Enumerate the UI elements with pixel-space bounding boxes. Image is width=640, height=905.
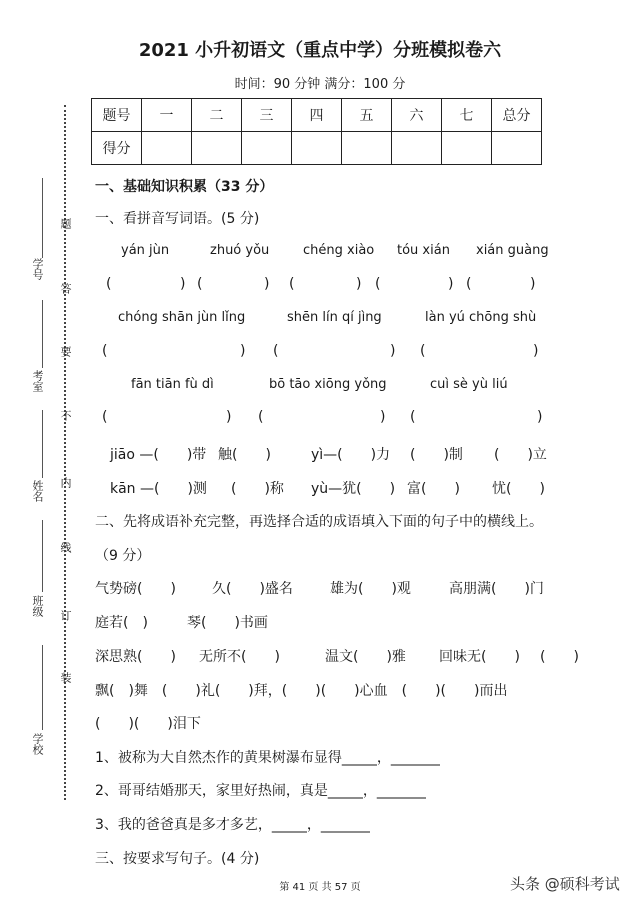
answer-bracket-open: ( (102, 409, 108, 425)
answer-bracket-close: ) (537, 409, 543, 425)
answer-bracket-open: ( (106, 276, 112, 292)
answer-bracket-close: ) (448, 276, 454, 292)
score-row-label: 得分 (92, 132, 142, 165)
fill-sentence: 2、哥哥结婚那天，家里好热闹，真是_____，_______ (95, 783, 426, 799)
answer-bracket-close: ) (264, 276, 270, 292)
field-school-label: 学校 (31, 733, 44, 755)
field-student-id-label: 学号 (31, 258, 44, 280)
pinyin-item: chóng shān jùn lǐng (118, 310, 246, 325)
answer-bracket-open: ( (273, 343, 279, 359)
homophone-item: yì—( )力 (311, 447, 391, 463)
homophone-item: ( )立 (494, 447, 547, 463)
field-exam-room-label: 考室 (31, 370, 44, 392)
score-cell[interactable] (442, 132, 492, 165)
idiom-item: 久( )盛名 (212, 581, 293, 597)
pinyin-item: tóu xián (397, 243, 450, 258)
page-title: 2021 小升初语文（重点中学）分班模拟卷六 (138, 40, 502, 61)
field-name-line[interactable] (42, 410, 43, 478)
binding-char: 装 (59, 672, 72, 683)
idiom-item: 回味无( ) (439, 649, 520, 665)
idiom-item: ( ) (540, 649, 579, 665)
answer-bracket-open: ( (258, 409, 264, 425)
idiom-item: 温文( )雅 (325, 649, 406, 665)
score-table-score-row (92, 132, 542, 165)
score-cell[interactable] (392, 132, 442, 165)
answer-bracket-open: ( (375, 276, 381, 292)
homophone-item: 忧( ) (492, 481, 545, 497)
idiom-line: 飘( )舞 ( )礼( )拜，( )( )心血 ( )( )而出 (95, 683, 508, 699)
answer-bracket-close: ) (530, 276, 536, 292)
answer-bracket-open: ( (289, 276, 295, 292)
watermark: 头条 @硕科考试 (510, 875, 620, 893)
field-class-label: 班级 (31, 595, 44, 617)
score-cell[interactable] (292, 132, 342, 165)
score-cell[interactable] (342, 132, 392, 165)
homophone-item: 富( ) (407, 481, 460, 497)
score-header-cell: 三 (242, 99, 292, 132)
answer-bracket-close: ) (380, 409, 386, 425)
idiom-line: ( )( )泪下 (95, 716, 201, 732)
pinyin-item: xián guàng (476, 243, 549, 258)
pinyin-item: chéng xiào (303, 243, 375, 258)
binding-char: 内 (59, 477, 72, 488)
score-header-cell: 五 (342, 99, 392, 132)
homophone-item: 触( ) (218, 447, 271, 463)
score-header-cell: 七 (442, 99, 492, 132)
question-1-title: 一、看拼音写词语。(5 分) (95, 211, 260, 227)
score-header-cell: 二 (192, 99, 242, 132)
binding-dotted-line (64, 105, 66, 800)
binding-char: 要 (59, 346, 72, 357)
answer-bracket-open: ( (466, 276, 472, 292)
pinyin-item: yán jùn (121, 243, 170, 258)
question-3-title: 三、按要求写句子。(4 分) (95, 851, 260, 867)
answer-bracket-open: ( (102, 343, 108, 359)
exam-info: 时间：90 分钟 满分：100 分 (234, 77, 406, 92)
score-header-cell: 总分 (492, 99, 542, 132)
answer-bracket-close: ) (390, 343, 396, 359)
pinyin-item: làn yú chōng shù (425, 310, 537, 325)
idiom-item: 高朋满( )门 (449, 581, 544, 597)
score-table-header-row (92, 99, 542, 132)
pinyin-item: bō tāo xiōng yǒng (269, 377, 387, 392)
field-name-label: 姓名 (31, 480, 44, 502)
score-header-cell: 六 (392, 99, 442, 132)
binding-char: 不 (59, 410, 72, 421)
pinyin-item: cuì sè yù liú (430, 377, 508, 392)
idiom-item: 雄为( )观 (330, 581, 411, 597)
binding-char: 线 (59, 542, 72, 553)
score-header-cell: 题号 (92, 99, 142, 132)
answer-bracket-close: ) (226, 409, 232, 425)
binding-char: 订 (59, 610, 72, 621)
homophone-item: ( )称 (231, 481, 284, 497)
page-footer: 第 41 页 共 57 页 (279, 882, 361, 893)
score-cell[interactable] (142, 132, 192, 165)
score-cell[interactable] (492, 132, 542, 165)
answer-bracket-close: ) (180, 276, 186, 292)
idiom-item: 深思熟( ) (95, 649, 176, 665)
score-cell[interactable] (242, 132, 292, 165)
score-table (91, 98, 542, 165)
binding-char: 答 (59, 283, 72, 294)
answer-bracket-open: ( (197, 276, 203, 292)
score-header-cell: 四 (292, 99, 342, 132)
answer-bracket-open: ( (410, 409, 416, 425)
answer-bracket-close: ) (240, 343, 246, 359)
idiom-item: 庭若( ) (95, 615, 148, 631)
field-exam-room-line[interactable] (42, 300, 43, 368)
binding-char: 题 (59, 218, 72, 229)
score-cell[interactable] (192, 132, 242, 165)
idiom-item: 无所不( ) (199, 649, 280, 665)
pinyin-item: shēn lín qí jìng (287, 310, 382, 325)
field-student-id-line[interactable] (42, 178, 43, 258)
answer-bracket-close: ) (533, 343, 539, 359)
question-2-title: 二、先将成语补充完整，再选择合适的成语填入下面的句子中的横线上。 (95, 514, 543, 530)
pinyin-item: fān tiān fù dì (131, 377, 214, 392)
question-2-points: （9 分） (95, 548, 151, 564)
fill-sentence: 3、我的爸爸真是多才多艺，_____，_______ (95, 817, 370, 833)
homophone-item: ( )制 (410, 447, 463, 463)
field-school-line[interactable] (42, 645, 43, 730)
idiom-item: 气势磅( ) (95, 581, 176, 597)
section-heading: 一、基础知识积累（33 分） (95, 179, 274, 195)
field-class-line[interactable] (42, 520, 43, 592)
pinyin-item: zhuó yǒu (210, 243, 270, 258)
homophone-item: yù—犹( ) (311, 481, 396, 497)
homophone-item: kān —( )测 (110, 481, 207, 497)
answer-bracket-open: ( (420, 343, 426, 359)
homophone-item: jiāo —( )带 (110, 447, 207, 463)
answer-bracket-close: ) (356, 276, 362, 292)
fill-sentence: 1、被称为大自然杰作的黄果树瀑布显得_____，_______ (95, 750, 440, 766)
score-header-cell: 一 (142, 99, 192, 132)
idiom-item: 琴( )书画 (187, 615, 268, 631)
